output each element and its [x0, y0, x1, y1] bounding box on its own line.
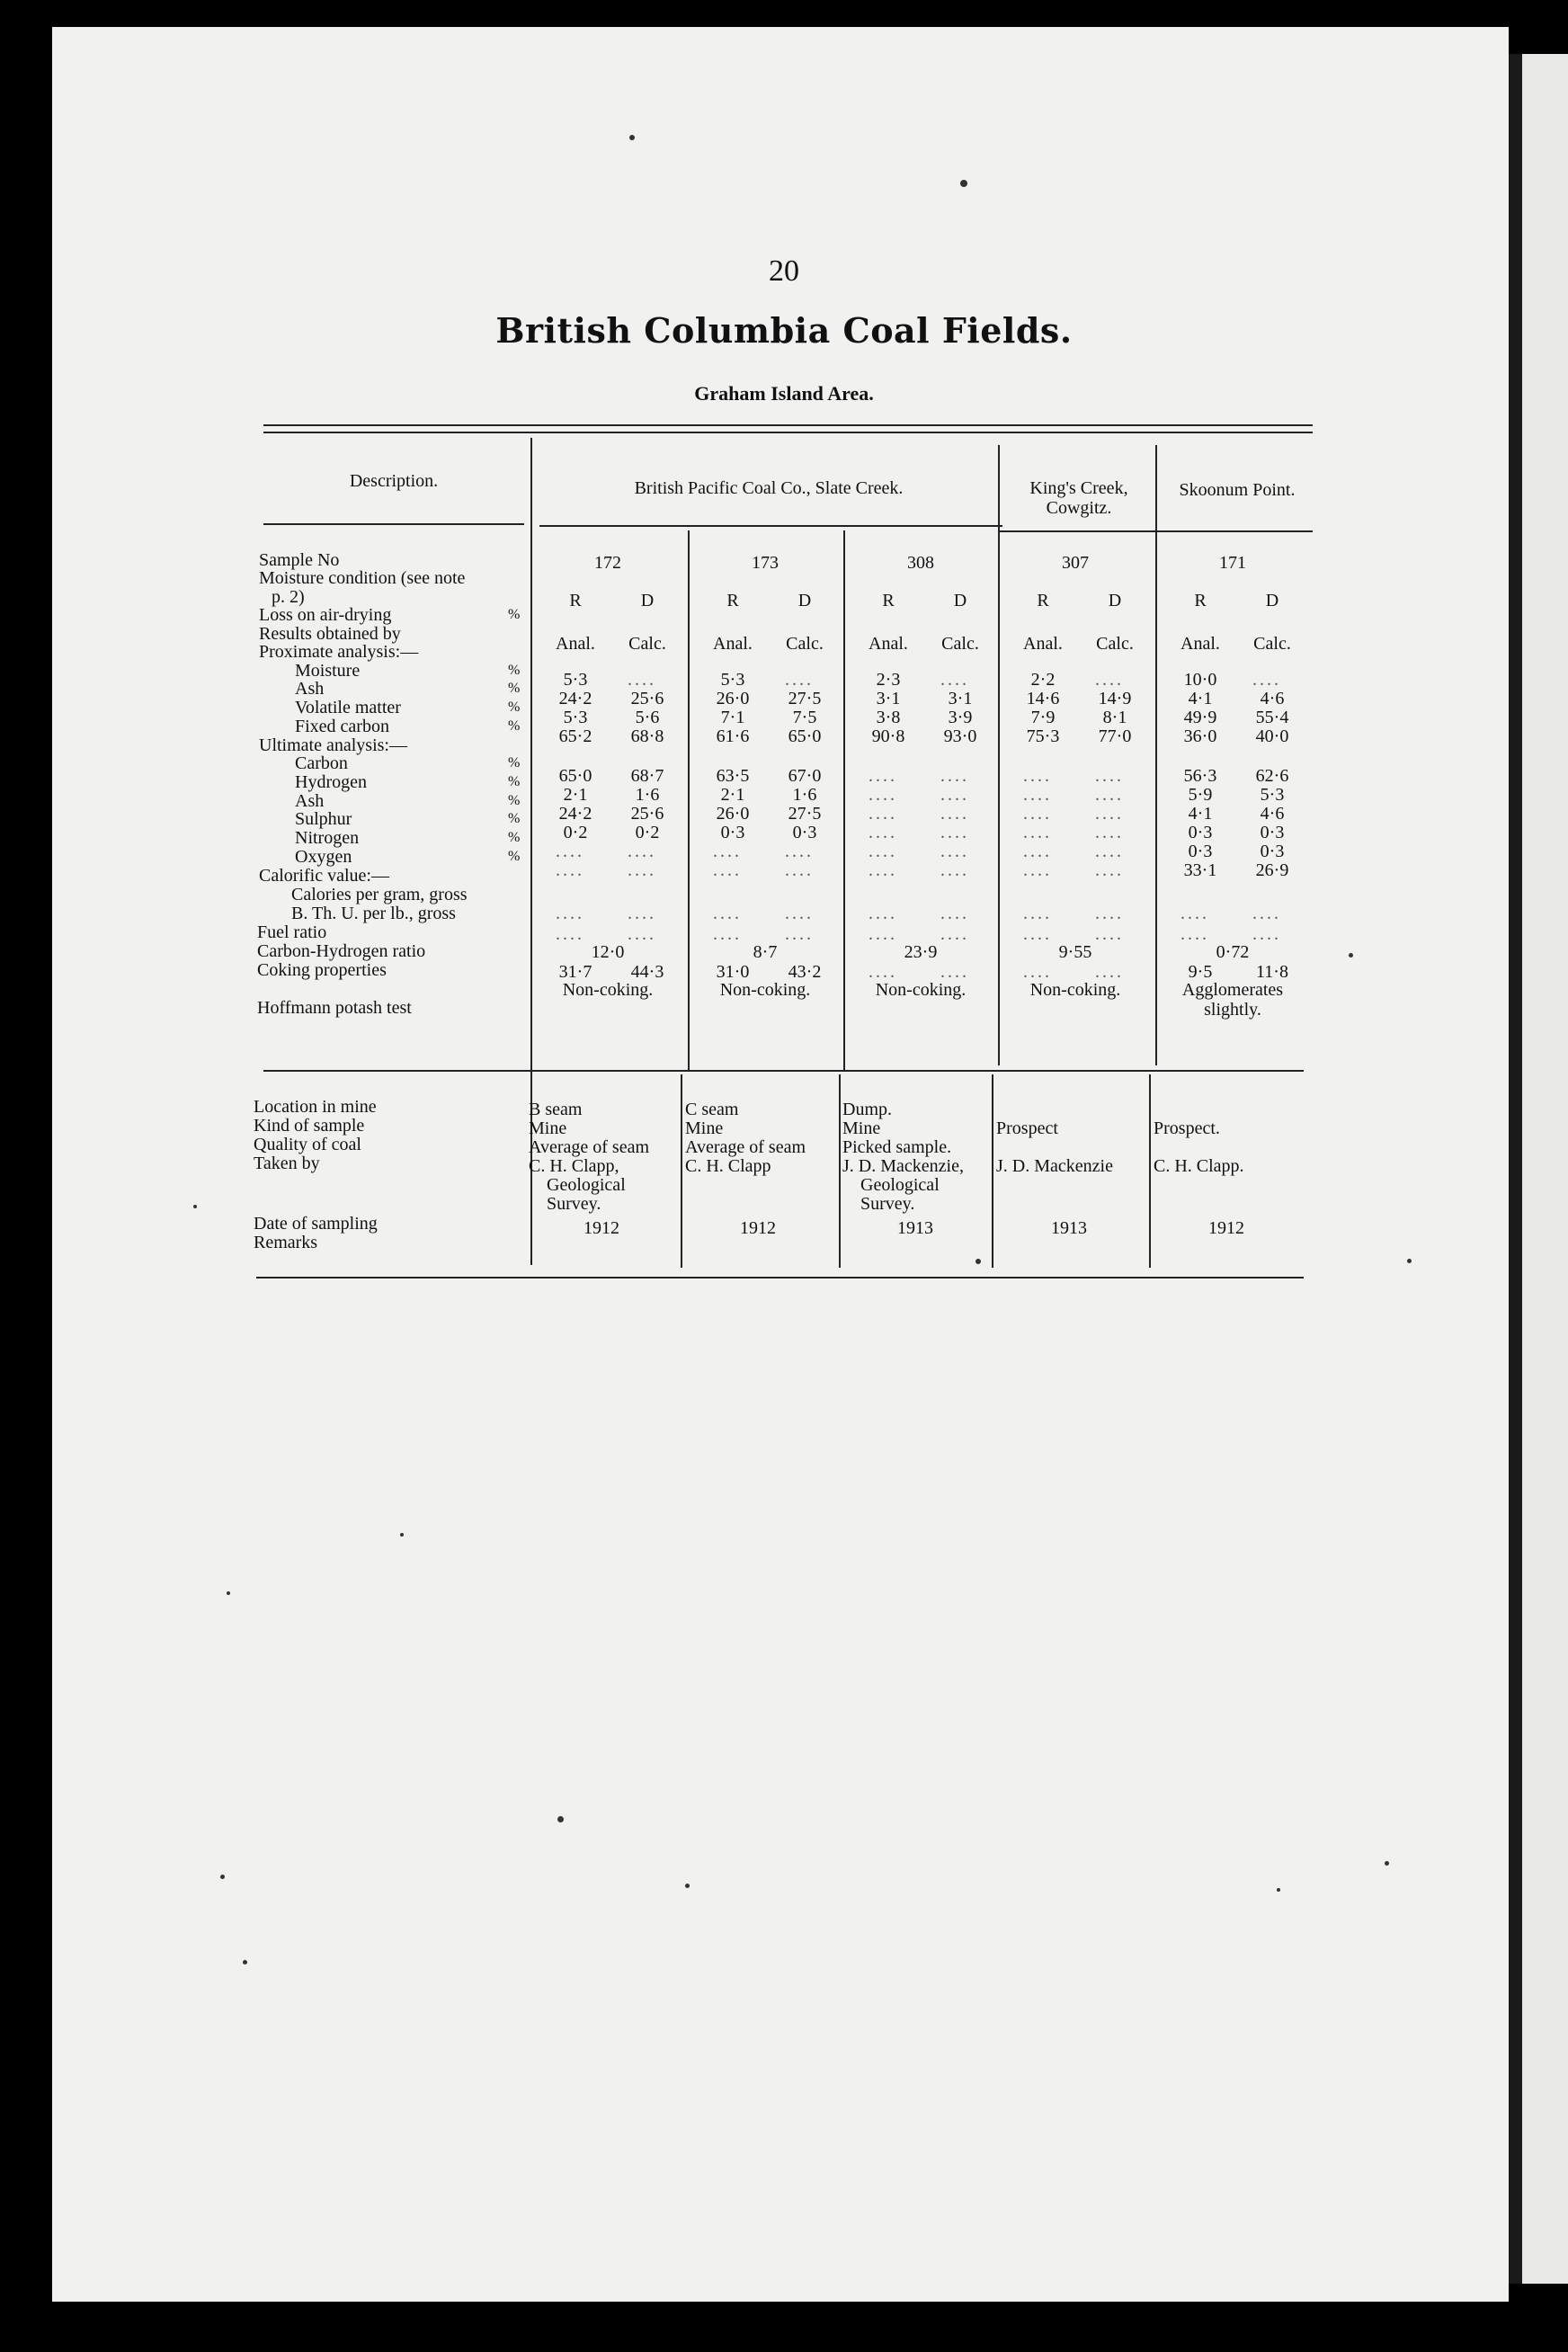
placeholder-dots: ....	[869, 842, 897, 861]
taken-by-value: Survey.	[547, 1194, 601, 1214]
analysed-header: Anal.	[556, 634, 595, 654]
label-calories-per-gram: Calories per gram, gross	[291, 885, 468, 904]
hydrogen-raw-value: 2·1	[563, 785, 588, 805]
divider-group2-group3	[1155, 445, 1157, 1065]
ash-raw-value: 24·2	[558, 689, 592, 708]
ch-ratio-dry: 11·8	[1256, 962, 1288, 982]
kind-of-sample-value: Prospect.	[1154, 1118, 1220, 1138]
date-of-sampling-value: 1912	[1208, 1218, 1244, 1238]
label-hoffmann-potash-test: Hoffmann potash test	[257, 998, 412, 1018]
label-moisture-condition-2: p. 2)	[272, 587, 305, 607]
label-oxygen: Oxygen	[295, 847, 352, 867]
sulphur-dry-value: 0·3	[792, 823, 817, 842]
placeholder-dots: ....	[556, 842, 584, 861]
label-taken-by: Taken by	[254, 1154, 320, 1173]
label-moisture-condition: Moisture condition (see note	[259, 568, 466, 588]
calculated-header: Calc.	[941, 634, 979, 654]
divider-group1-group2	[998, 445, 1000, 1065]
label-nitrogen: Nitrogen	[295, 828, 360, 848]
scan-speck	[629, 135, 635, 140]
sample-number: 172	[594, 553, 621, 573]
ash2-dry-value: 25·6	[630, 804, 664, 824]
label-sample-no: Sample No	[259, 550, 340, 570]
hydrogen-dry-value: 1·6	[792, 785, 817, 805]
divider-lower-1	[681, 1074, 682, 1268]
header-british-pacific: British Pacific Coal Co., Slate Creek.	[634, 478, 904, 498]
moisture-raw-value: 2·3	[876, 670, 901, 690]
percent-mark: %	[508, 699, 521, 715]
placeholder-dots: ....	[940, 924, 969, 944]
volatile-raw-value: 3·8	[876, 708, 901, 727]
placeholder-dots: ....	[713, 842, 742, 861]
hydrogen-dry-value: 5·3	[1260, 785, 1285, 805]
taken-by-value: C. H. Clapp	[685, 1156, 771, 1176]
nitrogen-raw-value: 0·3	[1188, 842, 1213, 861]
percent-mark: %	[508, 663, 521, 678]
fuel-ratio-value: 9·55	[1058, 942, 1092, 962]
sulphur-dry-value: 0·2	[635, 823, 660, 842]
fixed-raw-value: 61·6	[716, 726, 750, 746]
scan-speck	[557, 1816, 564, 1822]
label-hydrogen: Hydrogen	[295, 772, 367, 792]
fuel-ratio-value: 12·0	[591, 942, 625, 962]
empty-value-dots: ....	[1095, 670, 1124, 690]
taken-by-value: J. D. Mackenzie	[996, 1156, 1113, 1176]
top-rule-2	[263, 432, 1313, 433]
raw-header: R	[882, 591, 895, 610]
coking-properties-value-2: slightly.	[1204, 1000, 1261, 1020]
label-results-obtained-by: Results obtained by	[259, 624, 401, 644]
empty-value-dots: ....	[1023, 766, 1052, 786]
placeholder-dots: ....	[1023, 860, 1052, 880]
ch-ratio-raw: 9·5	[1188, 962, 1213, 982]
placeholder-dots: ....	[869, 904, 897, 923]
percent-mark: %	[508, 607, 521, 622]
empty-value-dots: ....	[940, 785, 969, 805]
label-quality-of-coal: Quality of coal	[254, 1135, 361, 1154]
ash2-dry-value: 27·5	[788, 804, 822, 824]
scan-speck	[1385, 1861, 1389, 1866]
volatile-raw-value: 7·9	[1030, 708, 1056, 727]
volatile-dry-value: 7·5	[792, 708, 817, 727]
carbon-raw-value: 56·3	[1183, 766, 1217, 786]
percent-mark: %	[508, 718, 521, 734]
ash2-raw-value: 24·2	[558, 804, 592, 824]
placeholder-dots: ....	[869, 924, 897, 944]
fuel-ratio-value: 23·9	[904, 942, 938, 962]
moisture-raw-value: 2·2	[1030, 670, 1056, 690]
placeholder-dots: ....	[1023, 904, 1052, 923]
fixed-dry-value: 65·0	[788, 726, 822, 746]
analysed-header: Anal.	[869, 634, 908, 654]
analysed-header: Anal.	[713, 634, 753, 654]
scan-speck	[1349, 953, 1353, 958]
placeholder-dots: ....	[940, 962, 969, 982]
sulphur-raw-value: 0·2	[563, 823, 588, 842]
scan-speck	[685, 1884, 690, 1888]
placeholder-dots: ....	[869, 962, 897, 982]
placeholder-dots: ....	[785, 904, 814, 923]
date-of-sampling-value: 1913	[1051, 1218, 1087, 1238]
dry-header: D	[1265, 591, 1279, 610]
dry-header: D	[953, 591, 967, 610]
placeholder-dots: ....	[940, 860, 969, 880]
label-remarks: Remarks	[254, 1233, 318, 1252]
kind-of-sample-value: Mine	[529, 1118, 567, 1138]
fixed-raw-value: 90·8	[871, 726, 905, 746]
kind-of-sample-value: Mine	[842, 1118, 881, 1138]
ash2-raw-value: 26·0	[716, 804, 750, 824]
label-carbon: Carbon	[295, 753, 348, 773]
percent-mark: %	[508, 830, 521, 845]
empty-value-dots: ....	[869, 823, 897, 842]
taken-by-value: C. H. Clapp,	[529, 1156, 619, 1176]
placeholder-dots: ....	[785, 860, 814, 880]
hydrogen-dry-value: 1·6	[635, 785, 660, 805]
ash-raw-value: 14·6	[1026, 689, 1060, 708]
ash-dry-value: 3·1	[948, 689, 973, 708]
volatile-dry-value: 55·4	[1255, 708, 1289, 727]
taken-by-value: Geological	[860, 1175, 940, 1195]
placeholder-dots: ....	[556, 860, 584, 880]
dry-header: D	[640, 591, 655, 610]
placeholder-dots: ....	[1095, 904, 1124, 923]
page-subtitle: Graham Island Area.	[694, 382, 874, 405]
header-description: Description.	[349, 471, 439, 491]
nitrogen-dry-value: 0·3	[1260, 842, 1285, 861]
volatile-dry-value: 3·9	[948, 708, 973, 727]
label-kind-of-sample: Kind of sample	[254, 1116, 365, 1136]
coking-properties-value: Agglomerates	[1181, 980, 1284, 1000]
moisture-raw-value: 5·3	[720, 670, 745, 690]
ash-dry-value: 27·5	[788, 689, 822, 708]
placeholder-dots: ....	[1252, 924, 1281, 944]
location-in-mine-value: B seam	[529, 1100, 583, 1119]
fixed-raw-value: 36·0	[1183, 726, 1217, 746]
calculated-header: Calc.	[628, 634, 666, 654]
date-of-sampling-value: 1912	[584, 1218, 619, 1238]
placeholder-dots: ....	[1095, 924, 1124, 944]
taken-by-value: C. H. Clapp.	[1154, 1156, 1244, 1176]
moisture-raw-value: 10·0	[1183, 670, 1217, 690]
raw-header: R	[1194, 591, 1207, 610]
date-of-sampling-value: 1913	[897, 1218, 933, 1238]
header-rule-group2	[1000, 530, 1162, 532]
scan-speck	[227, 1591, 230, 1595]
label-calorific-value: Calorific value:—	[259, 866, 389, 886]
scan-speck	[976, 1259, 981, 1264]
carbon-dry-value: 68·7	[630, 766, 664, 786]
page-number: 20	[769, 254, 799, 288]
header-rule-group1	[539, 525, 1002, 527]
placeholder-dots: ....	[628, 860, 656, 880]
taken-by-value: J. D. Mackenzie,	[842, 1156, 964, 1176]
ash-raw-value: 4·1	[1188, 689, 1213, 708]
header-rule-desc	[263, 523, 524, 525]
percent-mark: %	[508, 755, 521, 771]
sulphur-dry-value: 0·3	[1260, 823, 1285, 842]
empty-value-dots: ....	[1023, 823, 1052, 842]
empty-value-dots: ....	[940, 766, 969, 786]
placeholder-dots: ....	[785, 924, 814, 944]
placeholder-dots: ....	[1095, 842, 1124, 861]
label-bth-per-lb: B. Th. U. per lb., gross	[291, 904, 456, 923]
calculated-header: Calc.	[1096, 634, 1134, 654]
raw-header: R	[1037, 591, 1049, 610]
ash-raw-value: 26·0	[716, 689, 750, 708]
page-title: British Columbia Coal Fields.	[495, 310, 1073, 351]
dry-header: D	[1108, 591, 1122, 610]
empty-value-dots: ....	[940, 804, 969, 824]
placeholder-dots: ....	[1023, 842, 1052, 861]
label-proximate-analysis: Proximate analysis:—	[259, 642, 419, 662]
kind-of-sample-value: Prospect	[996, 1118, 1058, 1138]
coking-properties-value: Non-coking.	[1029, 980, 1121, 1000]
taken-by-value: Survey.	[860, 1194, 915, 1214]
fixed-dry-value: 93·0	[943, 726, 977, 746]
volatile-dry-value: 5·6	[635, 708, 660, 727]
coking-properties-value: Non-coking.	[562, 980, 654, 1000]
analysed-header: Anal.	[1023, 634, 1063, 654]
empty-value-dots: ....	[869, 804, 897, 824]
label-coking-properties: Coking properties	[257, 960, 387, 980]
quality-of-coal-value: Picked sample.	[842, 1137, 952, 1157]
ash-dry-value: 4·6	[1260, 689, 1285, 708]
placeholder-dots: ....	[1252, 904, 1281, 923]
header-kings-creek: King's Creek, Cowgitz.	[1029, 478, 1128, 518]
placeholder-dots: ....	[1095, 962, 1124, 982]
label-moisture: Moisture	[295, 661, 361, 681]
ash-raw-value: 3·1	[876, 689, 901, 708]
placeholder-dots: ....	[628, 924, 656, 944]
label-sulphur: Sulphur	[295, 809, 352, 829]
volatile-dry-value: 8·1	[1102, 708, 1127, 727]
mid-rule	[263, 1070, 1304, 1072]
placeholder-dots: ....	[940, 904, 969, 923]
header-rule-group3	[1162, 530, 1313, 532]
taken-by-value: Geological	[547, 1175, 626, 1195]
sample-number: 307	[1062, 553, 1089, 573]
percent-mark: %	[508, 811, 521, 826]
label-fuel-ratio: Fuel ratio	[257, 922, 327, 942]
scan-speck	[243, 1960, 247, 1964]
divider-lower-3	[992, 1074, 993, 1268]
fixed-dry-value: 68·8	[630, 726, 664, 746]
sulphur-raw-value: 0·3	[720, 823, 745, 842]
label-ash: Ash	[295, 679, 325, 699]
empty-value-dots: ....	[1095, 823, 1124, 842]
quality-of-coal-value: Average of seam	[685, 1137, 806, 1157]
carbon-dry-value: 62·6	[1255, 766, 1289, 786]
volatile-raw-value: 5·3	[563, 708, 588, 727]
volatile-raw-value: 49·9	[1183, 708, 1217, 727]
placeholder-dots: ....	[1180, 924, 1209, 944]
scan-speck	[220, 1875, 225, 1879]
percent-mark: %	[508, 774, 521, 789]
label-date-of-sampling: Date of sampling	[254, 1214, 378, 1234]
sample-number: 173	[752, 553, 779, 573]
sample-number: 308	[907, 553, 934, 573]
placeholder-dots: ....	[1023, 962, 1052, 982]
coking-properties-value: Non-coking.	[875, 980, 967, 1000]
carbon-dry-value: 67·0	[788, 766, 822, 786]
raw-header: R	[726, 591, 739, 610]
analysed-header: Anal.	[1180, 634, 1220, 654]
placeholder-dots: ....	[556, 924, 584, 944]
hydrogen-raw-value: 2·1	[720, 785, 745, 805]
ash2-dry-value: 4·6	[1260, 804, 1285, 824]
location-in-mine-value: Dump.	[842, 1100, 892, 1119]
calculated-header: Calc.	[1253, 634, 1291, 654]
placeholder-dots: ....	[628, 842, 656, 861]
oxygen-dry-value: 26·9	[1255, 860, 1289, 880]
placeholder-dots: ....	[556, 904, 584, 923]
label-location-in-mine: Location in mine	[254, 1097, 377, 1117]
ash-dry-value: 25·6	[630, 689, 664, 708]
volatile-raw-value: 7·1	[720, 708, 745, 727]
header-skoonum-point: Skoonum Point.	[1179, 480, 1296, 500]
ch-ratio-dry: 44·3	[630, 962, 664, 982]
fixed-raw-value: 75·3	[1026, 726, 1060, 746]
scan-speck	[193, 1205, 197, 1208]
placeholder-dots: ....	[940, 842, 969, 861]
placeholder-dots: ....	[1180, 904, 1209, 923]
empty-value-dots: ....	[1095, 766, 1124, 786]
placeholder-dots: ....	[628, 904, 656, 923]
label-volatile-matter: Volatile matter	[295, 698, 401, 717]
percent-mark: %	[508, 681, 521, 696]
date-of-sampling-value: 1912	[740, 1218, 776, 1238]
ch-ratio-raw: 31·7	[558, 962, 592, 982]
placeholder-dots: ....	[869, 860, 897, 880]
fixed-raw-value: 65·2	[558, 726, 592, 746]
ch-ratio-dry: 43·2	[788, 962, 822, 982]
scan-speck	[1277, 1888, 1280, 1892]
quality-of-coal-value: Average of seam	[529, 1137, 650, 1157]
sample-number: 171	[1219, 553, 1246, 573]
fixed-dry-value: 77·0	[1098, 726, 1132, 746]
fuel-ratio-value: 0·72	[1216, 942, 1250, 962]
empty-value-dots: ....	[1023, 785, 1052, 805]
percent-mark: %	[508, 793, 521, 808]
scan-speck	[960, 180, 967, 187]
sulphur-raw-value: 0·3	[1188, 823, 1213, 842]
calculated-header: Calc.	[786, 634, 824, 654]
label-loss-air-drying: Loss on air-drying	[259, 605, 392, 625]
raw-header: R	[569, 591, 582, 610]
scan-speck	[400, 1533, 404, 1537]
placeholder-dots: ....	[1023, 924, 1052, 944]
label-ultimate-analysis: Ultimate analysis:—	[259, 735, 407, 755]
location-in-mine-value: C seam	[685, 1100, 739, 1119]
empty-value-dots: ....	[628, 670, 656, 690]
ash-dry-value: 14·9	[1098, 689, 1132, 708]
placeholder-dots: ....	[713, 860, 742, 880]
ash2-raw-value: 4·1	[1188, 804, 1213, 824]
kind-of-sample-value: Mine	[685, 1118, 724, 1138]
empty-value-dots: ....	[1095, 804, 1124, 824]
empty-value-dots: ....	[869, 766, 897, 786]
moisture-raw-value: 5·3	[563, 670, 588, 690]
label-ultimate-ash: Ash	[295, 791, 325, 811]
oxygen-raw-value: 33·1	[1183, 860, 1217, 880]
label-carbon-hydrogen-ratio: Carbon-Hydrogen ratio	[257, 941, 426, 961]
carbon-raw-value: 65·0	[558, 766, 592, 786]
placeholder-dots: ....	[713, 924, 742, 944]
dry-header: D	[797, 591, 812, 610]
placeholder-dots: ....	[1095, 860, 1124, 880]
empty-value-dots: ....	[869, 785, 897, 805]
empty-value-dots: ....	[940, 670, 969, 690]
fuel-ratio-value: 8·7	[753, 942, 778, 962]
divider-lower-4	[1149, 1074, 1151, 1268]
hydrogen-raw-value: 5·9	[1188, 785, 1213, 805]
carbon-raw-value: 63·5	[716, 766, 750, 786]
fixed-dry-value: 40·0	[1255, 726, 1289, 746]
empty-value-dots: ....	[1095, 785, 1124, 805]
empty-value-dots: ....	[785, 670, 814, 690]
bottom-rule	[256, 1277, 1304, 1278]
top-rule	[263, 424, 1313, 426]
percent-mark: %	[508, 849, 521, 864]
placeholder-dots: ....	[713, 904, 742, 923]
scan-speck	[1407, 1259, 1412, 1263]
divider-lower-2	[839, 1074, 841, 1268]
empty-value-dots: ....	[1252, 670, 1281, 690]
empty-value-dots: ....	[1023, 804, 1052, 824]
ch-ratio-raw: 31·0	[716, 962, 750, 982]
placeholder-dots: ....	[785, 842, 814, 861]
coking-properties-value: Non-coking.	[719, 980, 811, 1000]
label-fixed-carbon: Fixed carbon	[295, 717, 389, 736]
empty-value-dots: ....	[940, 823, 969, 842]
